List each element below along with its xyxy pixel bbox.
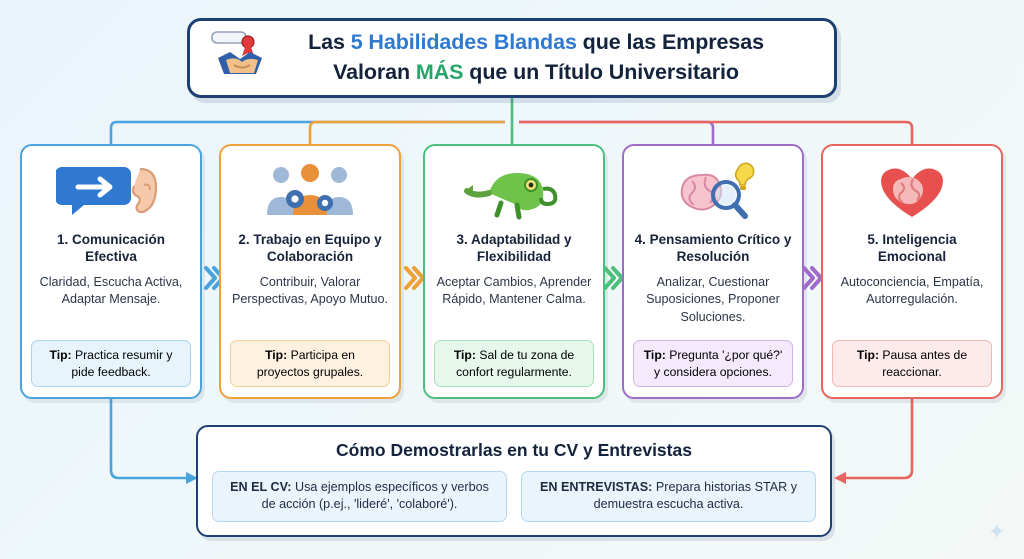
handshake-diploma-icon <box>204 28 278 88</box>
footer-box-text: Prepara historias STAR y demuestra escucha activa. <box>593 480 798 512</box>
footer-box-cv <box>212 471 507 522</box>
footer-box-list <box>212 471 816 522</box>
card-tip <box>633 340 793 387</box>
teamwork-gears-icon <box>255 158 365 224</box>
card-title: 3. Adaptabilidad y Flexibilidad <box>456 232 572 264</box>
tip-label: Tip: <box>265 348 288 363</box>
title-line1-highlight: 5 Habilidades Blandas <box>350 30 577 55</box>
tip-label: Tip: <box>453 348 476 363</box>
card-description: Autoconciencia, Empatía, Autorregulación. <box>840 274 984 307</box>
title-line1-suffix: que las Empresas <box>576 30 764 55</box>
footer-box-label: EN EL CV: <box>230 480 292 494</box>
title-line1-prefix: Las <box>308 30 351 55</box>
heart-brain-icon <box>857 158 967 224</box>
skill-card-critical-thinking[interactable] <box>622 144 804 399</box>
card-description: Analizar, Cuestionar Suposiciones, Proponer Soluciones. <box>646 274 780 324</box>
brain-magnifier-bulb-icon <box>658 158 768 224</box>
title-line2-suffix: que un Título Universitario <box>463 60 739 84</box>
tip-text: Sal de tu zona de confort regularmente. <box>456 348 575 379</box>
card-description: Aceptar Cambios, Aprender Rápido, Mantener Calma. <box>436 274 592 307</box>
footer-box-text: Usa ejemplos específicos y verbos de acción (p.ej., 'lideré', 'colaboré'). <box>261 480 489 512</box>
skill-card-emotional-intelligence[interactable] <box>821 144 1003 399</box>
title-line2-prefix: Valoran <box>333 60 416 84</box>
tip-text: Pregunta '¿por qué?' y considera opciones. <box>654 348 783 379</box>
card-description: Contribuir, Valorar Perspectivas, Apoyo Mutuo. <box>231 274 389 307</box>
tip-label: Tip: <box>643 348 666 363</box>
title-line2-highlight: MÁS <box>415 60 464 84</box>
card-title: 5. Inteligencia Emocional <box>867 232 957 264</box>
tip-text: Participa en proyectos grupales. <box>256 348 364 379</box>
skill-card-teamwork[interactable] <box>219 144 401 399</box>
card-title: 1. Comunicación Efectiva <box>56 232 166 264</box>
footer-box-label: EN ENTREVISTAS: <box>539 480 653 494</box>
footer-panel <box>196 425 832 537</box>
card-tip <box>832 340 992 387</box>
speech-bubble-ear-icon <box>56 158 166 224</box>
card-title: 4. Pensamiento Crítico y Resolución <box>634 232 792 264</box>
tip-label: Tip: <box>49 348 72 363</box>
sparkle-icon: ✦ <box>987 519 1006 544</box>
card-tip <box>31 340 191 387</box>
tip-text: Pausa antes de reaccionar. <box>879 348 968 379</box>
tip-text: Practica resumir y pide feedback. <box>71 348 173 379</box>
flow-arrow-3 <box>602 265 624 291</box>
flow-arrow-4 <box>801 265 823 291</box>
card-description: Claridad, Escucha Activa, Adaptar Mensaje. <box>39 274 183 307</box>
title-card <box>187 18 837 98</box>
skill-card-adaptability[interactable] <box>423 144 605 399</box>
footer-title: Cómo Demostrarlas en tu CV y Entrevistas <box>336 440 692 460</box>
chameleon-icon <box>459 158 569 224</box>
tip-label: Tip: <box>856 348 880 363</box>
flow-arrow-2 <box>403 265 425 291</box>
skill-card-communication[interactable] <box>20 144 202 399</box>
page-title <box>278 28 820 87</box>
card-tip <box>230 340 390 387</box>
footer-box-interviews <box>521 471 816 522</box>
card-title: 2. Trabajo en Equipo y Colaboración <box>238 232 382 264</box>
card-tip <box>434 340 594 387</box>
